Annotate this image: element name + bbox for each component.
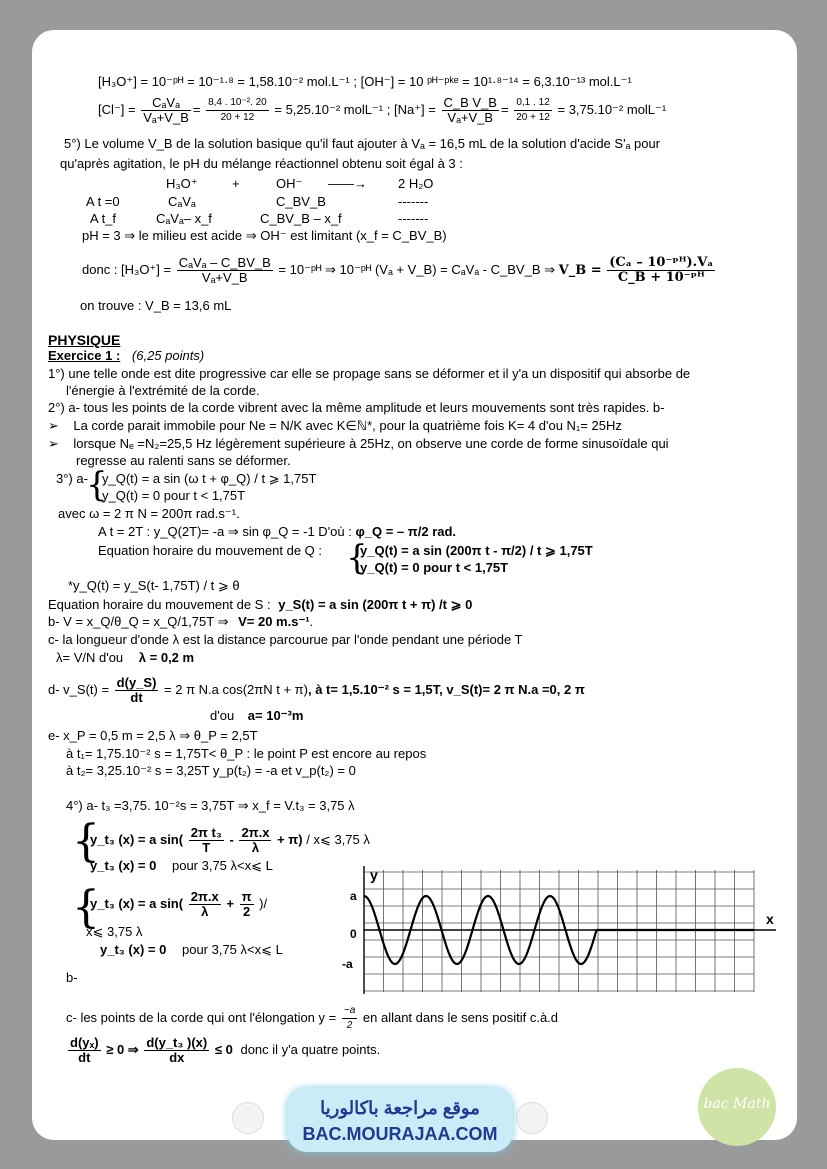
brace: {	[346, 538, 368, 578]
reaction-oh: OH⁻	[276, 176, 303, 191]
qd-result: d'ou a= 10⁻³m	[210, 708, 304, 723]
fraction: $\frac{\text{d(y\_t₃ )(x)}}{dx}$	[146, 1035, 208, 1065]
site-url-link[interactable]: BAC.MOURAJAA.COM	[302, 1124, 498, 1144]
brace: {	[86, 465, 108, 505]
vb-result: on trouve : V_B = 13,6 mL	[80, 298, 232, 313]
fraction: $\frac{\text{CₐVₐ – C\_BV\_B}}{\text{Vₐ+V\_B}}$	[178, 255, 271, 285]
ys-relation: *y_Q(t) = y_S(t- 1,75T) / t ⩾ θ	[68, 578, 240, 593]
eqQ-2: y_Q(t) = 0 pour t < 1,75T	[360, 560, 509, 575]
y-tick-0: 0	[350, 927, 357, 941]
eqQ-1: y_Q(t) = a sin (200π t - π/2) / t ⩾ 1,75T	[360, 543, 593, 558]
y-tick-minus-a: -a	[342, 957, 353, 971]
qc-line: c- la longueur d'onde λ est la distance parcourue par l'onde pendant une période T	[48, 632, 523, 647]
q3-eq-1: y_Q(t) = a sin (ω t + φ_Q) / t ⩾ 1,75T	[102, 471, 317, 486]
bac-math-badge: bac Math	[698, 1068, 776, 1146]
ph-statement: pH = 3 ⇒ le milieu est acide ⇒ OH⁻ est limitant (x_f = C_BV_B)	[82, 228, 447, 243]
b-label: b-	[66, 970, 78, 985]
qe-line-1: e- x_P = 0,5 m = 2,5 λ ⇒ θ_P = 2,5T	[48, 728, 258, 743]
table-t0-label: A t =0	[86, 194, 120, 209]
question-5-line-2: qu'après agitation, le pH du mélange réactionnel obtenu soit égal à 3 :	[60, 156, 463, 171]
eqQ-label: Equation horaire du mouvement de Q :	[98, 543, 323, 558]
donc-equation: donc : [H₃O⁺] = $\frac{\text{CₐVₐ – C\_BV\_B}}{\text{Vₐ+V\_B}}$ = 10⁻ᵖᴴ ⇒ 10⁻ᵖᴴ (Vₐ + V_B) = CₐVₐ - C_BV_B ⇒ V_B = $\frac{\text{(Cₐ – 10⁻ᵖᴴ).Vₐ}}{\text{C\_B + 10⁻ᵖᴴ}}$	[82, 255, 714, 285]
at2t-line: A t = 2T : y_Q(2T)= -a ⇒ sin φ_Q = -1 D'où : φ_Q = – π/2 rad.	[98, 524, 457, 539]
qe-line-2: à t₁= 1,75.10⁻² s = 1,75T< θ_P : le point P est encore au repos	[66, 746, 427, 761]
reaction-plus: +	[232, 176, 240, 191]
q3-eq-2: y_Q(t) = 0 pour t < 1,75T	[102, 488, 246, 503]
site-name-arabic: موقع مراجعة باكالوريا	[320, 1098, 480, 1118]
fraction: $\frac{2\pi.x}{\lambda}$	[190, 889, 219, 919]
fraction: $\frac{\text{8,4 . 10⁻². 20}}{20 + 12}$	[208, 97, 267, 123]
right-logo-icon	[516, 1102, 548, 1134]
y-tick-a: a	[350, 889, 357, 903]
brace: {	[72, 816, 100, 867]
fraction: $\frac{\text{(Cₐ – 10⁻ᵖᴴ).Vₐ}}{\text{C\_B + 10⁻ᵖᴴ}}$	[609, 255, 714, 285]
y-expression-1: y_t₃ (x) = a sin( $\frac{\text{2π t₃}}{T}$ - $\frac{2\pi.x}{\lambda}$ + π) / x⩽ 3,75 λ	[90, 825, 370, 855]
reaction-arrow: ——→	[328, 176, 367, 191]
qb-line: b- V = x_Q/θ_Q = x_Q/1,75T ⇒ V= 20 m.s⁻¹.	[48, 614, 314, 629]
table-tf-base: C_BV_B – x_f	[260, 211, 342, 226]
fraction: $\frac{d(y\_S)}{dt}$	[116, 675, 157, 705]
reaction-h2o: 2 H₂O	[398, 176, 434, 191]
table-t0-water: -------	[398, 194, 429, 209]
fraction: $\frac{\text{d(yₓ)}}{dt}$	[70, 1035, 99, 1065]
p1-line-2: l'énergie à l'extrémité de la corde.	[66, 383, 260, 398]
table-tf-water: -------	[398, 211, 429, 226]
brace: {	[72, 882, 100, 933]
y-expression-3-domain: x⩽ 3,75 λ	[86, 924, 143, 939]
concentration-line-1: [H₃O⁺] = 10⁻ᵖᴴ = 10⁻¹·⁸ = 1,58.10⁻² mol.L⁻¹ ; [OH⁻] = 10 ᵖᴴ⁻ᵖᵏᵉ = 10¹·⁸⁻¹⁴ = 6,3.10⁻¹³ mol.L⁻¹	[98, 74, 632, 89]
fraction: $\frac{-a}{2}$	[343, 1005, 356, 1031]
qc4-line: c- les points de la corde qui ont l'élongation y = $\frac{-a}{2}$ en allant dans le sens positif c.à.d	[66, 1005, 559, 1031]
left-logo-icon	[232, 1102, 264, 1134]
table-t0-base: C_BV_B	[276, 194, 326, 209]
avec-line: avec ω = 2 π N = 200π rad.s⁻¹.	[58, 506, 240, 521]
final-condition: $\frac{\text{d(yₓ)}}{dt}$ ≥ 0 ⇒ $\frac{\text{d(y\_t₃ )(x)}}{dx}$ ≤ 0 donc il y'a quatre points.	[70, 1035, 381, 1065]
table-tf-acid: CₐVₐ– x_f	[156, 211, 212, 226]
q4-line: 4°) a- t₃ =3,75. 10⁻²s = 3,75T ⇒ x_f = V.t₃ = 3,75 λ	[66, 798, 355, 813]
y-expression-2: y_t₃ (x) = 0 pour 3,75 λ<x⩽ L	[90, 858, 273, 873]
wave-chart	[338, 862, 774, 1002]
question-5-line-1: 5°) Le volume V_B de la solution basique qu'il faut ajouter à Vₐ = 16,5 mL de la solution d'acide S'ₐ pour	[64, 136, 661, 151]
fraction: $\frac{\text{2π t₃}}{T}$	[190, 825, 222, 855]
concentration-line-2: [Cl⁻] = $\frac{\text{CₐVₐ}}{\text{Vₐ+V\_B}}$ = $\frac{\text{8,4 . 10⁻². 20}}{20 + 12}$ = 5,25.10⁻² molL⁻¹ ; [Na⁺] = $\frac{\text{C\_B V\_B}}{\text{Vₐ+V\_B}}$ = $\frac{0,1 . 12}{20 + 12}$ = 3,75.10⁻² molL⁻¹	[98, 95, 667, 125]
fraction: $\frac{\text{C\_B V\_B}}{\text{Vₐ+V\_B}}$	[443, 95, 497, 125]
lambda-line: λ= V/N d'ou λ = 0,2 m	[56, 650, 195, 665]
table-tf-label: A t_f	[90, 211, 117, 226]
y-expression-3: y_t₃ (x) = a sin( $\frac{2\pi.x}{\lambda}$ + $\frac{\pi}{2}$ )/	[90, 889, 268, 919]
y-expression-4: y_t₃ (x) = 0 pour 3,75 λ<x⩽ L	[100, 942, 283, 957]
x-axis-label: x	[766, 911, 774, 927]
eqS-line: Equation horaire du mouvement de S : y_S(t) = a sin (200π t + π) /t ⩾ 0	[48, 597, 473, 612]
reaction-h3o: H₃O⁺	[166, 176, 198, 191]
qe-line-3: à t₂= 3,25.10⁻² s = 3,25T y_p(t₂) = -a et v_p(t₂) = 0	[66, 763, 356, 778]
q3-label: 3°) a-	[56, 471, 88, 486]
fraction: $\frac{\text{CₐVₐ}}{\text{Vₐ+V\_B}}$	[143, 95, 189, 125]
bullet-1: ➢ La corde parait immobile pour Ne = N/K avec K∈ℕ*, pour la quatrième fois K= 4 d'ou N₁= 25Hz	[48, 418, 622, 433]
exercise-header: Exercice 1 : (6,25 points)	[48, 348, 205, 363]
fraction: $\frac{0,1 . 12}{20 + 12}$	[516, 97, 550, 123]
section-title-physique: PHYSIQUE	[48, 332, 121, 348]
bullet-2-cont: regresse au ralenti sans se déformer.	[76, 453, 291, 468]
bullet-2: ➢ lorsque Nₑ =N₂=25,5 Hz légèrement supérieure à 25Hz, on observe une corde de forme sinusoïdale qui	[48, 436, 669, 451]
site-banner[interactable]	[287, 1088, 513, 1152]
p1-line-1: 1°) une telle onde est dite progressive car elle se propage sans se déformer et il y'a un dispositif qui absorbe de	[48, 366, 691, 381]
table-t0-acid: CₐVₐ	[168, 194, 196, 209]
y-axis-label: y	[370, 867, 378, 883]
fraction: $\frac{2\pi.x}{\lambda}$	[241, 825, 270, 855]
qd-line: d- v_S(t) = $\frac{d(y\_S)}{dt}$ = 2 π N.a cos(2πN t + π), à t= 1,5.10⁻² s = 1,5T, v_S(t)= 2 π N.a =0, 2 π	[48, 675, 585, 705]
p2-line-1: 2°) a- tous les points de la corde vibrent avec la même amplitude et leurs mouvements sont très rapides. b-	[48, 400, 665, 415]
fraction: $\frac{\pi}{2}$	[241, 889, 252, 919]
